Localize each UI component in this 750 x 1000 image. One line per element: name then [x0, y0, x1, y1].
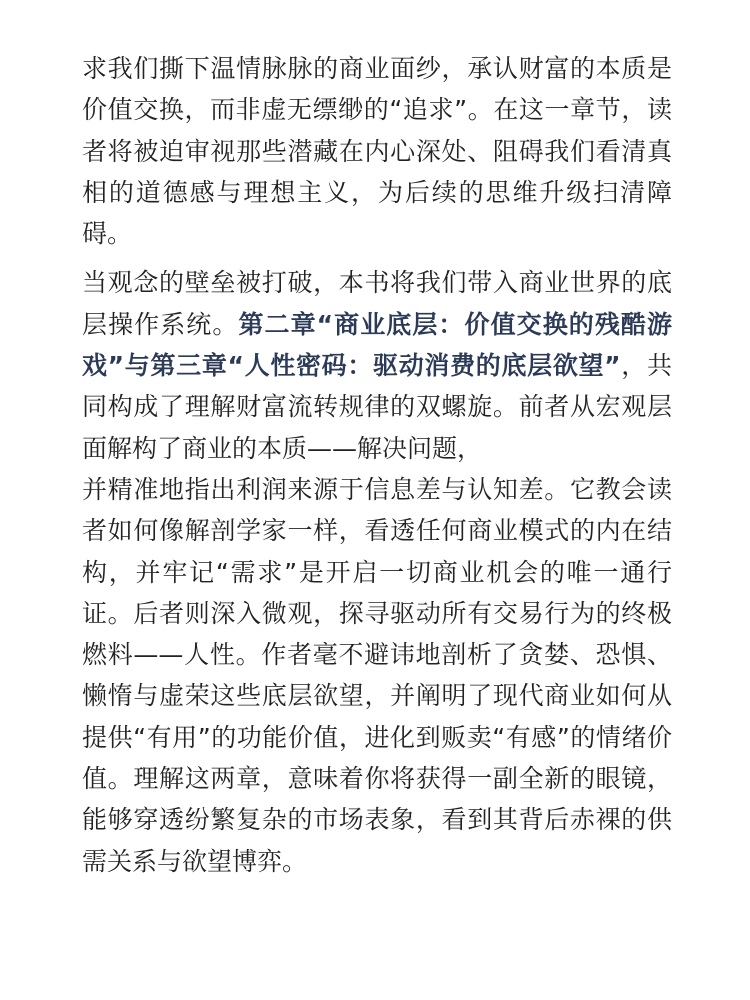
paragraph-2-intro: 当观念的壁垒被打破，本书将我们带入商业世界的底层操作系统。 [82, 268, 672, 339]
paragraph-2-rest: 并精准地指出利润来源于信息差与认知差。它教会读者如何像解剖学家一样，看透任何商业模式的内在结构，并牢记“需求”是开启一切商业机会的唯一通行证。后者则深入微观，探寻驱动所有交易行为的终极燃料——人性。作者毫不避讳地剖析了贪婪、恐惧、懒惰与虚荣这些底层欲望，并阐明了现代商业如何从提供“有用”的功能价值，进化到贩卖“有感”的情绪价值。理解这两章，意味着你将获得一副全新的眼镜，能够穿透纷繁复杂的市场表象，看到其背后赤裸的供需关系与欲望博弈。 [82, 474, 672, 876]
paragraph-1-text: 求我们撕下温情脉脉的商业面纱，承认财富的本质是价值交换，而非虚无缥缈的“追求”。在这一章节，读者将被迫审视那些潜藏在内心深处、阻碍我们看清真相的道德感与理想主义，为后续的思维升级扫清障碍。 [82, 54, 672, 249]
paragraph-2 [82, 262, 672, 881]
paragraph-1 [82, 48, 672, 254]
paragraph-2-continuation: ，共同构成了理解财富流转规律的双螺旋。前者从宏观层面解构了商业的本质——解决问题， [82, 351, 672, 463]
document-body [82, 48, 672, 882]
chapter-highlight: 第二章“商业底层：价值交换的残酷游戏”与第三章“人性密码：驱动消费的底层欲望” [82, 309, 672, 381]
